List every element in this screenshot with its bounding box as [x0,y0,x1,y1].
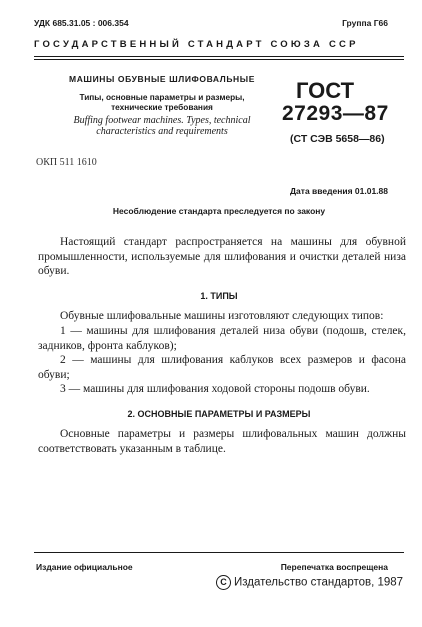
cmea-standard-ref: (СТ СЭВ 5658—86) [290,133,385,145]
section-heading-parameters: 2. ОСНОВНЫЕ ПАРАМЕТРЫ И РАЗМЕРЫ [127,409,311,419]
header-rule-thick [34,56,404,57]
introduction-date: Дата введения 01.01.88 [290,186,388,196]
intro-paragraph: Настоящий стандарт распространяется на машины для обувной промышленности, используемые для шлифования и очистки деталей низа обуви. [38,236,406,277]
group-code: Группа Г66 [342,18,388,28]
reprint-notice: Перепечатка воспрещена [280,562,388,572]
okp-code: ОКП 511 1610 [36,157,97,168]
legal-warning: Несоблюдение стандарта преследуется по закону [112,206,326,216]
gost-label: ГОСТ [296,78,355,103]
copyright-line [216,575,403,590]
list-item: 1 — машины для шлифования деталей низа обуви (подошв, стелек, задников, фронта каблуков); [38,325,406,352]
list-item: 2 — машины для шлифования каблуков всех размеров и фасона обуви; [38,354,406,381]
section-heading-types: 1. ТИПЫ [200,291,238,301]
udc-code: УДК 685.31.05 : 006.354 [34,18,129,28]
list-item: 3 — машины для шлифования ходовой стороны подошв обуви. [60,383,370,395]
official-edition-label: Издание официальное [36,562,133,572]
parameters-paragraph: Основные параметры и размеры шлифовальных машин должны соответствовать указанным в таблице. [38,428,406,455]
footer-rule [34,552,404,553]
title-russian: МАШИНЫ ОБУВНЫЕ ШЛИФОВАЛЬНЫЕ [69,74,255,84]
copyright-text: Издательство стандартов, 1987 [234,576,404,589]
subtitle-russian: Типы, основные параметры и размеры, технические требования [79,92,245,112]
gost-number: 27293—87 [282,102,389,125]
copyright-icon: С [216,575,231,590]
title-english: Buffing footwear machines. Types, technical characteristics and requirements [73,115,251,137]
organization-heading: ГОСУДАРСТВЕННЫЙ СТАНДАРТ СОЮЗА ССР [34,39,359,50]
header-rule-thin [34,59,404,60]
types-intro-paragraph: Обувные шлифовальные машины изготовляют следующих типов: [60,310,384,322]
